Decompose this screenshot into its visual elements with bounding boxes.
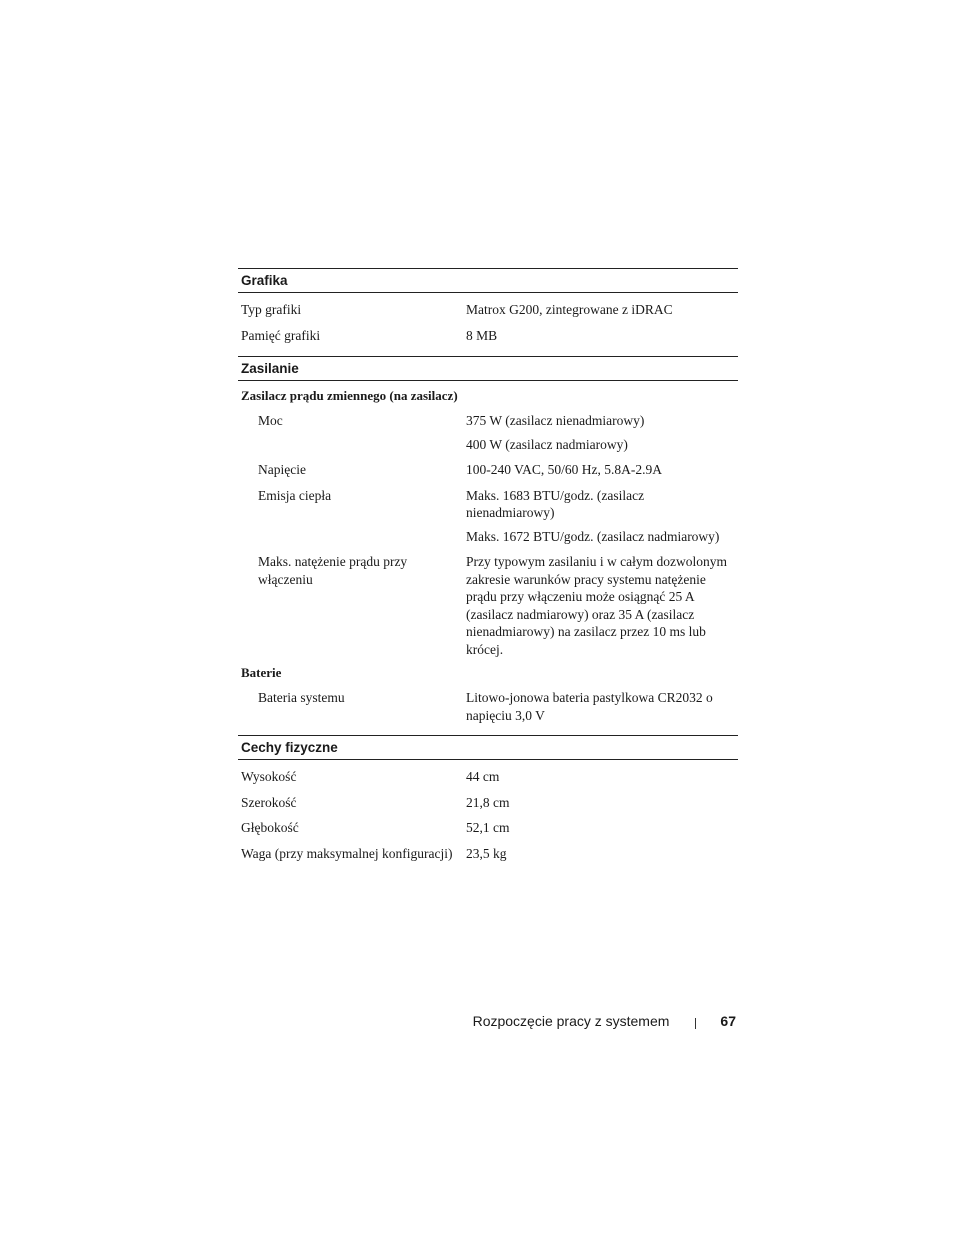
table-row [238,327,738,345]
table-row [238,768,738,786]
table-row [238,819,738,837]
subheading-ac-power: Zasilacz prądu zmiennego (na zasilacz) [241,388,458,403]
spec-label: Emisja ciepła [258,487,332,503]
spec-label: Bateria systemu [258,690,345,705]
table-row [238,412,738,430]
spec-label: Moc [258,413,283,428]
spec-label: Szerokość [241,794,297,810]
table-row [238,553,738,658]
table-row [238,461,738,479]
specifications-table [238,268,738,862]
footer-separator [695,1018,696,1029]
spec-value: Przy typowym zasilaniu i w całym dozwolonym zakresie warunków pracy systemu natężenie prądu przy włączeniu może osiągnąć 25 A (zasilacz nadmiarowy) oraz 35 A (zasilacz nienadmiarowy) na zasilacz przez 10 ms lub krócej. [466,554,727,657]
section-heading-grafika: Grafika [238,268,738,293]
spec-value: 400 W (zasilacz nadmiarowy) [466,436,628,452]
table-row [238,528,738,546]
table-row [238,794,738,812]
spec-label: Waga (przy maksymalnej konfiguracji) [241,845,453,861]
spec-value: 52,1 cm [466,820,510,835]
spec-label: Głębokość [241,820,299,835]
table-row [238,845,738,863]
spec-value: 21,8 cm [466,794,510,810]
spec-value: Litowo-jonowa bateria pastylkowa CR2032 o napięciu 3,0 V [466,690,713,723]
page-footer [440,1013,736,1029]
section-heading-cechy-fizyczne: Cechy fizyczne [238,735,738,760]
spec-value: 44 cm [466,769,500,784]
subheading-batteries: Baterie [241,665,282,680]
spec-value: Maks. 1672 BTU/godz. (zasilacz nadmiarowy) [466,528,720,544]
footer-chapter-title: Rozpoczęcie pracy z systemem [472,1013,670,1029]
spec-value: 23,5 kg [466,845,507,861]
spec-value: Maks. 1683 BTU/godz. (zasilacz nienadmiarowy) [466,487,645,520]
table-row [238,301,738,319]
spec-value: Matrox G200, zintegrowane z iDRAC [466,302,673,317]
spec-label: Typ grafiki [241,302,302,317]
page-number: 67 [720,1013,736,1029]
spec-label: Pamięć grafiki [241,327,321,343]
spec-label: Napięcie [258,462,306,477]
table-row [238,487,738,522]
spec-label: Wysokość [241,769,297,784]
section-heading-zasilanie: Zasilanie [238,356,738,381]
spec-label: Maks. natężenie prądu przy włączeniu [258,554,408,587]
table-row [238,436,738,454]
spec-value: 100-240 VAC, 50/60 Hz, 5.8A-2.9A [466,462,663,477]
spec-value: 8 MB [466,327,498,343]
table-row [238,689,738,724]
spec-value: 375 W (zasilacz nienadmiarowy) [466,413,645,428]
